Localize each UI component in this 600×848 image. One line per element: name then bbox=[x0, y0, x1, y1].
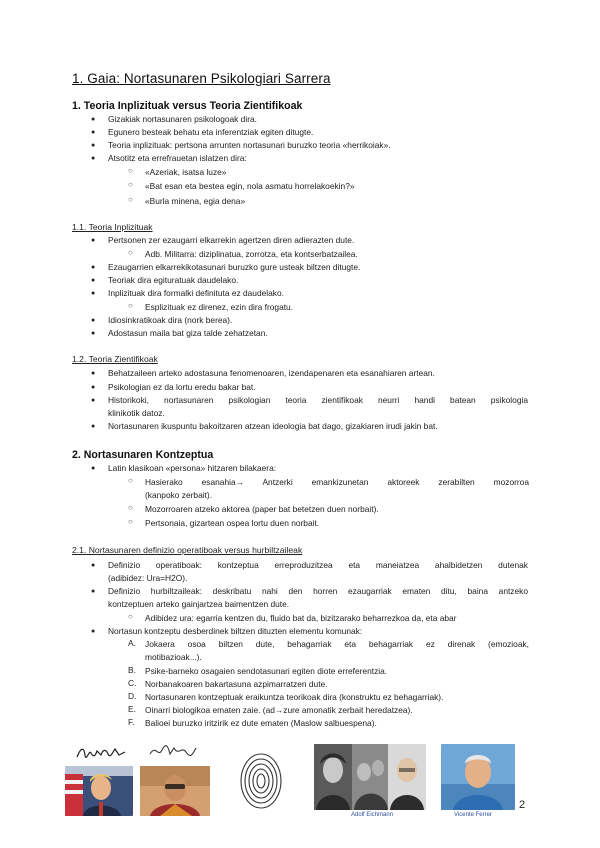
list-item: Teoriak dira egituratuak daudelako. bbox=[108, 275, 239, 285]
section-1-2-heading: 1.2. Teoria Zientifikoak bbox=[72, 354, 158, 364]
list-letter: E. bbox=[128, 704, 136, 714]
list-subitem: «Bat esan eta bestea egin, nola asmatu horrelakoekin?» bbox=[145, 181, 355, 191]
lettered-item-continuation: motibazioak...). bbox=[145, 652, 202, 662]
list-item: Ezaugarrien elkarrekikotasunari buruzko gure usteak biltzen ditugte. bbox=[108, 262, 361, 272]
portrait-photo-ferrer bbox=[441, 744, 515, 810]
list-letter: D. bbox=[128, 691, 137, 701]
list-item: Egunero besteak behatu eta inferentziak egiten ditugte. bbox=[108, 127, 314, 137]
bullet-dot: ● bbox=[91, 264, 96, 271]
lettered-item: Oinarri biologikoa ematen zaie. (ad→zure amonatik zerbait heredatzea). bbox=[145, 705, 413, 715]
bullet-dot: ● bbox=[91, 562, 96, 569]
bullet-dot: ● bbox=[91, 384, 96, 391]
photo-caption-eichmann: Adolf Eichmann bbox=[351, 812, 394, 818]
bullet-circle: ○ bbox=[128, 301, 133, 310]
lettered-item: Balioei buruzko iritzirik ez dute ematen (Maslow salbuespena). bbox=[145, 718, 377, 728]
section-1-1-heading: 1.1. Teoria Inplizituak bbox=[72, 222, 153, 232]
lettered-item: Norbanakoaren bakartasuna azpimarratzen dute. bbox=[145, 679, 328, 689]
bullet-circle: ○ bbox=[128, 476, 133, 485]
bullet-dot: ● bbox=[91, 465, 96, 472]
list-subitem-continuation: (kanpoko zerbait). bbox=[145, 490, 213, 500]
list-subitem: Adb. Militarra: diziplinatua, zorrotza, eta kontserbatzailea. bbox=[145, 249, 358, 259]
list-item-continuation: kontzeptuen arteko gainjartzea baimentzen dute. bbox=[108, 599, 290, 609]
fingerprint-image bbox=[237, 748, 285, 814]
list-item: Atsotitz eta errefrauetan islatzen dira: bbox=[108, 153, 247, 163]
bullet-dot: ● bbox=[91, 237, 96, 244]
bullet-circle: ○ bbox=[128, 612, 133, 621]
lettered-item: Psike-barneko osagaien sendotasunari egiten diote erreferentzia. bbox=[145, 666, 388, 676]
section-2-heading: 2. Nortasunaren Kontzeptua bbox=[72, 449, 214, 461]
list-subitem: Adibidez ura: egarria kentzen du, fluido bat da, bizitzarako beharrezkoa da, eta abar bbox=[145, 613, 457, 623]
list-item: Pertsonen zer ezaugarri elkarrekin agertzen diren adierazten dute. bbox=[108, 235, 355, 245]
bullet-dot: ● bbox=[91, 277, 96, 284]
list-item: Inplizituak dira formalki definituta ez daudelako. bbox=[108, 288, 284, 298]
bullet-dot: ● bbox=[91, 317, 96, 324]
bullet-dot: ● bbox=[91, 142, 96, 149]
list-item: Nortasunaren ikuspuntu bakoitzaren atzean ideologia bat dago, gizakiaren irudi jakin bat. bbox=[108, 421, 438, 431]
list-subitem: Mozorroaren atzeko aktorea (paper bat betetzen duen norbait). bbox=[145, 504, 379, 514]
list-letter: A. bbox=[128, 638, 136, 648]
list-item: Idiosinkratikoak dira (nork berea). bbox=[108, 315, 233, 325]
bullet-dot: ● bbox=[91, 155, 96, 162]
bullet-dot: ● bbox=[91, 397, 96, 404]
list-item: Definizio operatiboak: kontzeptua erreproduzitzea eta maneiatzea ahalbidetzen dutenak bbox=[108, 560, 528, 570]
bullet-dot: ● bbox=[91, 588, 96, 595]
list-letter: C. bbox=[128, 678, 137, 688]
list-item-continuation: (adibidez: Ura=H2O). bbox=[108, 573, 188, 583]
list-item: Teoria inplizituak: pertsona arrunten nortasunari buruzko teoria «herrikoiak». bbox=[108, 140, 391, 150]
lettered-item: Jokaera osoa biltzen dute, behagarriak eta behagarriak ez direnak (emozioak, bbox=[145, 639, 529, 649]
bullet-dot: ● bbox=[91, 116, 96, 123]
portrait-photo-1 bbox=[65, 766, 133, 816]
list-item: Gizakiak nortasunaren psikologoak dira. bbox=[108, 114, 257, 124]
list-item-continuation: klinikotik datoz. bbox=[108, 408, 165, 418]
bullet-circle: ○ bbox=[128, 248, 133, 257]
bullet-circle: ○ bbox=[128, 517, 133, 526]
bullet-dot: ● bbox=[91, 129, 96, 136]
list-subitem: «Azeriak, isatsa luze» bbox=[145, 167, 227, 177]
bullet-dot: ● bbox=[91, 423, 96, 430]
signature-image-2 bbox=[148, 742, 198, 762]
bullet-dot: ● bbox=[91, 290, 96, 297]
page-number: 2 bbox=[519, 799, 526, 811]
portrait-photo-2 bbox=[140, 766, 210, 816]
portrait-collage-photo bbox=[314, 744, 426, 810]
list-item: Historikoki, nortasunaren psikologian teoria zientifikoak neurri handi batean psikologia bbox=[108, 395, 528, 405]
bullet-circle: ○ bbox=[128, 195, 133, 204]
page-title: 1. Gaia: Nortasunaren Psikologiari Sarrera bbox=[72, 71, 331, 86]
signature-image-1 bbox=[75, 743, 127, 763]
bullet-dot: ● bbox=[91, 628, 96, 635]
bullet-circle: ○ bbox=[128, 503, 133, 512]
lettered-item: Nortasunaren kontzeptuak eraikuntza teorikoak dira (konstruktu ez behagarriak). bbox=[145, 692, 444, 702]
list-letter: F. bbox=[128, 717, 135, 727]
list-subitem: Pertsonaia, gizartean ospea lortu duen norbait. bbox=[145, 518, 320, 528]
list-subitem: Hasierako esanahia→ Antzerki emankizunetan aktoreek zerabilten mozorroa bbox=[145, 477, 529, 487]
list-item: Behatzaileen arteko adostasuna fenomenoaren, izendapenaren eta esanahiaren artean. bbox=[108, 368, 435, 378]
list-item: Adostasun maila bat giza talde zehatzetan. bbox=[108, 328, 268, 338]
bullet-dot: ● bbox=[91, 370, 96, 377]
section-1-heading: 1. Teoria Inplizituak versus Teoria Zientifikoak bbox=[72, 100, 303, 112]
photo-caption-ferrer: Vicente Ferrer bbox=[454, 812, 492, 818]
list-item: Latin klasikoan «persona» hitzaren bilakaera: bbox=[108, 463, 277, 473]
list-item: Definizio hurbiltzaileak: deskribatu nahi den horren ezaugarriak ematen ditu, baina antzeko bbox=[108, 586, 528, 596]
list-subitem: Esplizituak ez direnez, ezin dira frogatu. bbox=[145, 302, 294, 312]
bullet-circle: ○ bbox=[128, 166, 133, 175]
list-subitem: «Burla minena, egia dena» bbox=[145, 196, 246, 206]
section-2-1-heading: 2.1. Nortasunaren definizio operatiboak versus hurbiltzaileak bbox=[72, 545, 303, 555]
list-item: Nortasun kontzeptu desberdinek biltzen dituzten elementu komunak: bbox=[108, 626, 363, 636]
list-item: Psikologian ez da lortu eredu bakar bat. bbox=[108, 382, 256, 392]
bullet-dot: ● bbox=[91, 330, 96, 337]
bullet-circle: ○ bbox=[128, 180, 133, 189]
list-letter: B. bbox=[128, 665, 136, 675]
